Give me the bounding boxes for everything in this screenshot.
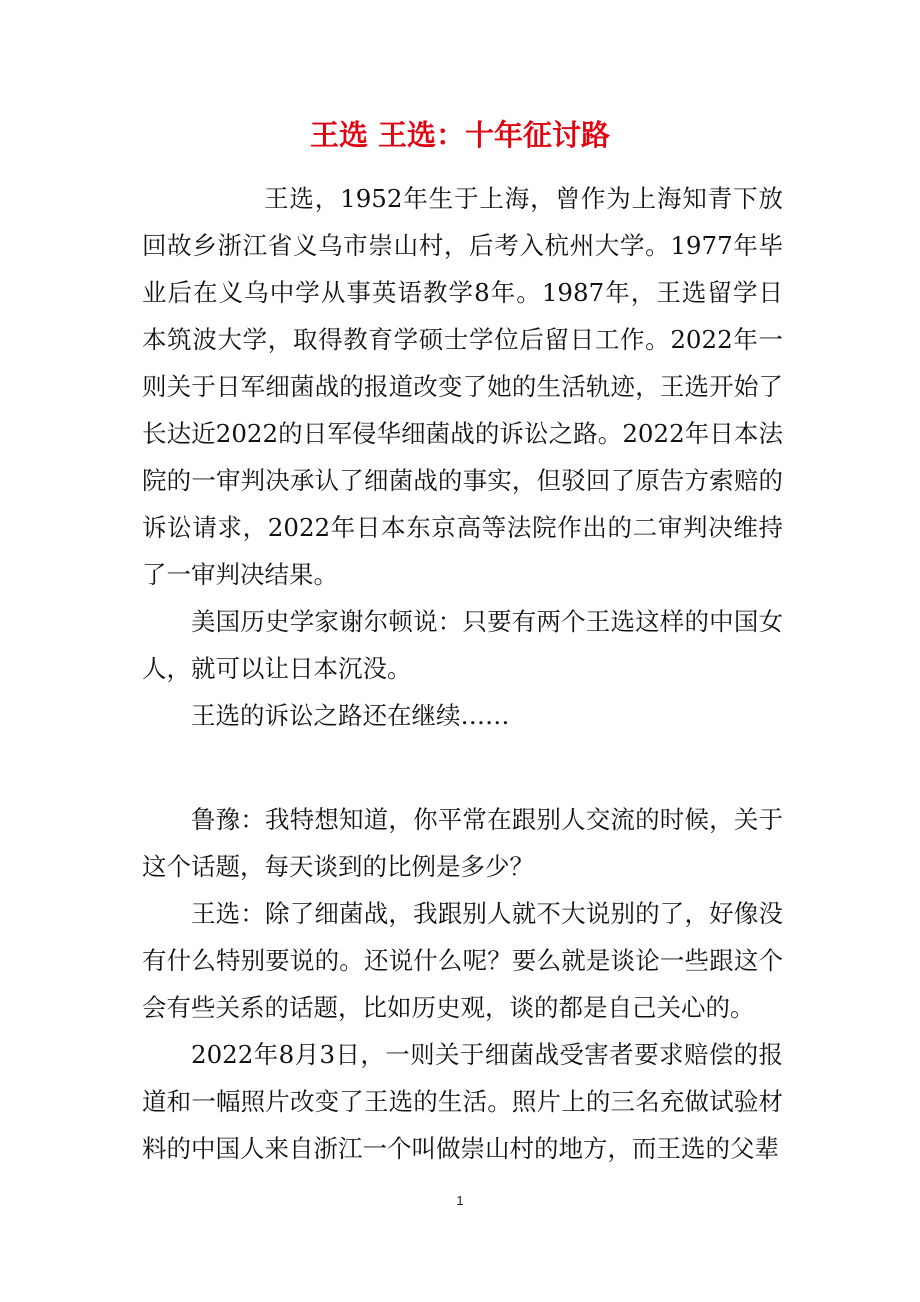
paragraph-answer: 王选：除了细菌战，我跟别人就不大说别的了，好像没有什么特别要说的。还说什么呢？要么就是谈论一些跟这个会有些关系的话题，比如历史观，谈的都是自己关心的。	[142, 899, 783, 1022]
paragraph-question: 鲁豫：我特想知道，你平常在跟别人交流的时候，关于这个话题，每天谈到的比例是多少？	[142, 805, 783, 881]
paragraph-continue: 王选的诉讼之路还在继续……	[191, 701, 510, 730]
paragraph-quote: 美国历史学家谢尔顿说：只要有两个王选这样的中国女人，就可以让日本沉没。	[142, 607, 783, 683]
paragraph-intro: 王选，1952年生于上海，曾作为上海知青下放回故乡浙江省义乌市崇山村，后考入杭州大学。1977年毕业后在义乌中学从事英语教学8年。1987年，王选留学日本筑波大学，取得教育学硕士学位后留日工作。2022年一则关于日军细菌战的报道改变了她的生活轨迹，王选开始了长达近2022的日军侵华细菌战的诉讼之路。2022年日本法院的一审判决承认了细菌战的事实，但驳回了原告方索赔的诉讼请求，2022年日本东京高等法院作出的二审判决维持了一审判决结果。	[142, 184, 783, 589]
paragraph-narrative: 2022年8月3日，一则关于细菌战受害者要求赔偿的报道和一幅照片改变了王选的生活。照片上的三名充做试验材料的中国人来自浙江一个叫做崇山村的地方，而王选的父辈	[142, 1040, 783, 1163]
document-body	[142, 175, 783, 1172]
page-number: 1	[456, 1193, 464, 1208]
document-title: 王选 王选：十年征讨路	[309, 118, 611, 152]
paragraph-spacer	[142, 739, 783, 796]
